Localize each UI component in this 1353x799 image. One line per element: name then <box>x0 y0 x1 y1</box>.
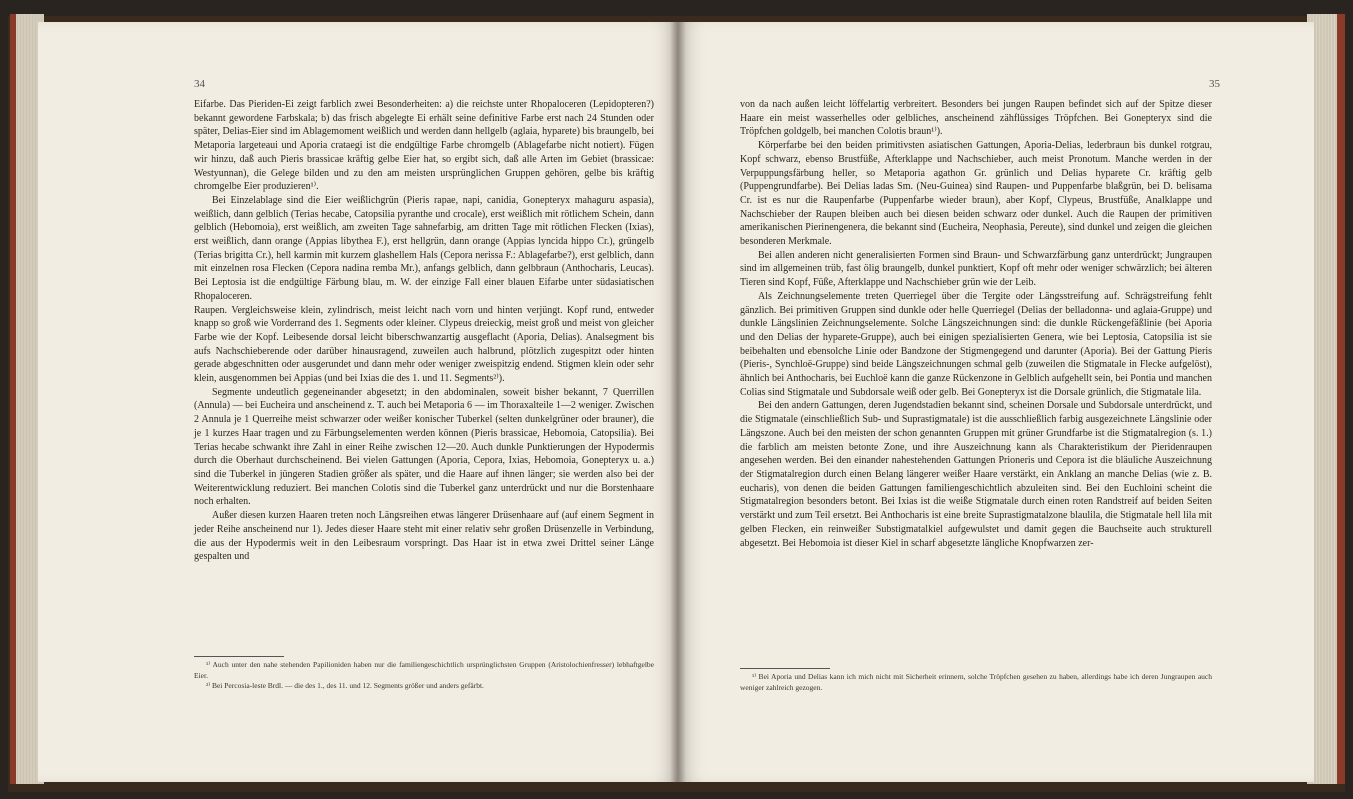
paragraph: Als Zeichnungselemente treten Querriegel über die Tergite oder Längsstreifung auf. Schrägstreifung fehlt gänzlich. Bei primitiven Gruppen sind dunkle oder helle Querriegel (Delias der belladonna- und aglaia-Gruppe) und dunkle Längslinien Zeichnungselemente. Solche Längszeichnungen sind: die dunkle Rückengefäßlinie (bei Aporia und den Delias der hyparete-Gruppe), auch bei einigen spezialisierten Genera, wie bei Leptosia, Catopsilia ist sie beibehalten und ebensolche Linie oder Bandzone der Stigmengegend und darunter (Aporia). Bei der Gattung Pieris (Pieris-, Synchloë-Gruppe) sind beide Längszeichnungen schmal gelb (zuweilen die Stigmatale in Flecke aufgelöst), ähnlich bei Anthocharis, bei Euchloë kann die ganze Rückenzone in Gelblich aufgehellt sein, bei Pontia und manchen Colias sind Stigmatale und Subdorsale weiß oder gelb. Bei Gonepteryx ist die Dorsale grünlich, die Stigmatale lila. <box>740 290 1212 398</box>
footnote: ¹⁾ Auch unter den nahe stehenden Papilioniden haben nur die familiengeschichtlich ursprünglichsten Gruppen (Aristolochienfresser) lebhaftgelbe Eier. <box>194 660 654 680</box>
footnote: ¹⁾ Bei Aporia und Delias kann ich mich nicht mit Sicherheit erinnern, solche Tröpfchen gesehen zu haben, allerdings habe ich deren Jungraupen auch weniger zahlreich gezogen. <box>740 672 1212 692</box>
paragraph: Eifarbe. Das Pieriden-Ei zeigt farblich zwei Besonderheiten: a) die reichste unter Rhopaloceren (Lepidopteren?) bekannt gewordene Farbskala; b) das frisch abgelegte Ei erhält seine definitive Farbe erst nach 24 Stunden oder später, Delias-Eier sind im Ablagemoment weißlich und werden dann hellgelb (aglaia, hyparete) bis braungelb, bei Metaporia largeteaui und Aporia crataegi ist die endgültige Farbe chromgelb (Ablagefarbe nicht notiert). Fügen wir hinzu, daß auch Pieris brassicae kräftig gelbe Eier hat, so ergibt sich, daß alle Arten im Gebiet (brassicae: Westyunnan), die Gelege bilden und zu den am meisten ursprünglichen Gruppen gehören, gelbe bis kräftig chromgelbe Eier produzieren¹⁾. <box>194 99 654 193</box>
paragraph: von da nach außen leicht löffelartig verbreitert. Besonders bei jungen Raupen befindet sich auf der Spitze dieser Haare ein meist wasserhelles oder gelbliches, anscheinend zähflüssiges Tröpfchen. Bei Gonepteryx sind die Tröpfchen goldgelb, bei manchen Colotis braun¹⁾). <box>740 99 1212 138</box>
page-number: 35 <box>1209 78 1220 90</box>
body-text <box>740 98 1212 550</box>
paragraph: Segmente undeutlich gegeneinander abgesetzt; in den abdominalen, soweit bisher bekannt, 7 Querrillen (Annula) — bei Eucheira und anscheinend z. T. auch bei Metaporia 6 — im Thoraxalteile 1—2 weniger. Zwischen 2 Annula je 1 Querreihe meist schwarzer oder weißer konischer Tuberkel (selten dunkelgrüner oder brauner), die je 1 kurzes Haar tragen und zu Färbungselementen werden können (Pieris brassicae, Hebomoia, Catopsilia). Bei Terias hecabe schwankt ihre Zahl in einer Reihe zwischen 12—20. Auch dunkle Punktierungen der Hypodermis durch die Oberhaut durchscheinend. Bei vielen Gattungen (Aporia, Cepora, Ixias, Hebomoia, Gonepteryx u. a.) sind die Tuberkel in jüngeren Stadien größer als später, und die Haare auf ihnen länger; sie werden also bei der Weiterentwicklung reduziert. Bei manchen Colotis sind die Tuberkel ganz unterdrückt und nur die Borstenhaare noch erhalten. <box>194 386 654 508</box>
right-page <box>678 22 1314 782</box>
book-gutter <box>670 22 686 782</box>
left-page <box>38 22 678 782</box>
footnotes <box>740 668 1212 693</box>
page-number: 34 <box>194 78 205 90</box>
paragraph: Bei den andern Gattungen, deren Jugendstadien bekannt sind, scheinen Dorsale und Subdorsale unterdrückt, und die Stigmatale (einschließlich Sub- und Suprastigmatale) ist die ausschließlich farbig ausgezeichnete Längslinie oder Längszone. Auch bei den meisten der schon genannten Gruppen mit grüner Grundfarbe ist die Stigmatalregion (s. 1.) die farblich am meisten betonte Zone, und ihre Auszeichnung kann als Charakteristikum der Pieridenraupen angesehen werden. Bei den einander nahestehenden Gattungen Prioneris und Cepora ist die bläuliche Auszeichnung der Stigmatalregion durch einen Belang längerer weißer Haare verstärkt, ein Anklang an manche Delias (wie z. B. eucharis), von denen die beiden Gattungen familiengeschichtlich abzuleiten sind. Bei den Euchloini scheint die Stigmatalregion besonders betont. Bei Ixias ist die weiße Stigmatale durch einen roten Randstreif auf beiden Seiten verstärkt und zum Teil ersetzt. Bei Anthocharis ist eine breite Suprastigmatalzone blaulila, die Stigmatale hell lila mit gelben Flecken, ein reinweißer Substigmatalkiel aufgewulstet und damit gegen die Bauchseite auch strukturell abgesetzt. Bei Hebomoia ist dieser Kiel in scharf abgesetzte längliche Knopfwarzen zer- <box>740 400 1212 549</box>
body-text <box>194 98 654 564</box>
paragraph: Körperfarbe bei den beiden primitivsten asiatischen Gattungen, Aporia-Delias, lederbraun bis dunkel rotgrau, Kopf schwarz, ebenso Brustfüße, Afterklappe und Nachschieber, auch meist Pronotum. Manche werden in der Verpuppungsfärbung heller, so Metaporia agathon Gr. grünlich und Delias hyparete Cr. kräftig gelb (Puppengrundfarbe). Bei Delias ladas Sm. (Neu-Guinea) sind Raupen- und Puppenfarbe blaßgrün, bei D. belisama Cr. ist es nur die Raupenfarbe (Puppenfarbe wieder braun), aber Kopf, Clypeus, Brustfüße, Analklappe und Nachschieber der Raupen bleiben auch bei diesen beiden schwarz oder dunkel. Auch die Raupen der primitiven amerikanischen Pierinengenera, die bekannt sind (Eucheira, Neophasia, Pereute), sind dunkel und zeigen die gleichen besonderen Merkmale. <box>740 140 1212 248</box>
paragraph: Raupen. Vergleichsweise klein, zylindrisch, meist leicht nach vorn und hinten verjüngt. Kopf rund, entweder knapp so groß wie Vorderrand des 1. Segments oder kleiner. Clypeus dreieckig, meist groß und meist von gleicher Farbe wie der Kopf. Leibesende dorsal leicht biberschwanzartig ausgeflacht (Aporia, Delias). Analsegment bis aufs Nachschieberende oder darüber hinausragend, zuweilen auch halbrund, plötzlich zugespitzt oder hinten gerade abgeschnitten oder ausgerundet und dann mehr oder weniger zweispitzig endend. Stigmen klein oder sehr klein, ausgenommen bei Appias (und bei Ixias die des 1. und 11. Segments²⁾). <box>194 304 654 385</box>
footnote-rule <box>740 668 830 669</box>
footnote-rule <box>194 656 284 657</box>
paragraph: Bei Einzelablage sind die Eier weißlichgrün (Pieris rapae, napi, canidia, Gonepteryx mahaguru aspasia), weißlich, dann gelblich (Terias hecabe, Catopsilia pyranthe und crocale), erst weißlich mit rötlichem Schein, dann gelblich (Hebomoia), erst weißlich, am zweiten Tage sahnefarbig, am dritten Tage mit rötlichen Flecken (Ixias), erst weißlich, dann orange (Appias libythea F.), erst hellgrün, dann orange (Appias lyncida hippo Cr.), grüngelb (Terias brigitta Cr.), hell karmin mit kurzem glashellem Hals (Cepora nerissa F.: Ablagefarbe?), erst gelblich, dann mit einzelnen rosa Flecken (Cepora nadina remba Mr.), anfangs gelblich, dann gelbbraun (Anthocharis, Leucas). Bei Leptosia ist die endgültige Färbung blau, m. W. der einzige Fall einer blauen Eifarbe unter südasiatischen Rhopaloceren. <box>194 194 654 302</box>
paragraph: Außer diesen kurzen Haaren treten noch Längsreihen etwas längerer Drüsenhaare auf (auf einem Segment in jeder Reihe anscheinend nur 1). Jedes dieser Haare steht mit einer relativ sehr großen Drüsenzelle in Verbindung, die aus der Hypodermis weit in den Leibesraum vorspringt. Das Haar ist in etwa zwei Drittel seiner Länge gespalten und <box>194 510 654 563</box>
footnotes <box>194 656 654 692</box>
paragraph: Bei allen anderen nicht generalisierten Formen sind Braun- und Schwarzfärbung ganz unterdrückt; Jungraupen sind im allgemeinen trüb, fast ölig braungelb, dunkel punktiert, Kopf oft mehr oder weniger schwärzlich; bei älteren Tieren sind Kopf, Füße, Afterklappe und Nachschieber grün wie der Leib. <box>740 249 1212 289</box>
footnote: ²⁾ Bei Percosia-leste Brdl. — die des 1., des 11. und 12. Segments größer und anders gefärbt. <box>206 681 484 690</box>
